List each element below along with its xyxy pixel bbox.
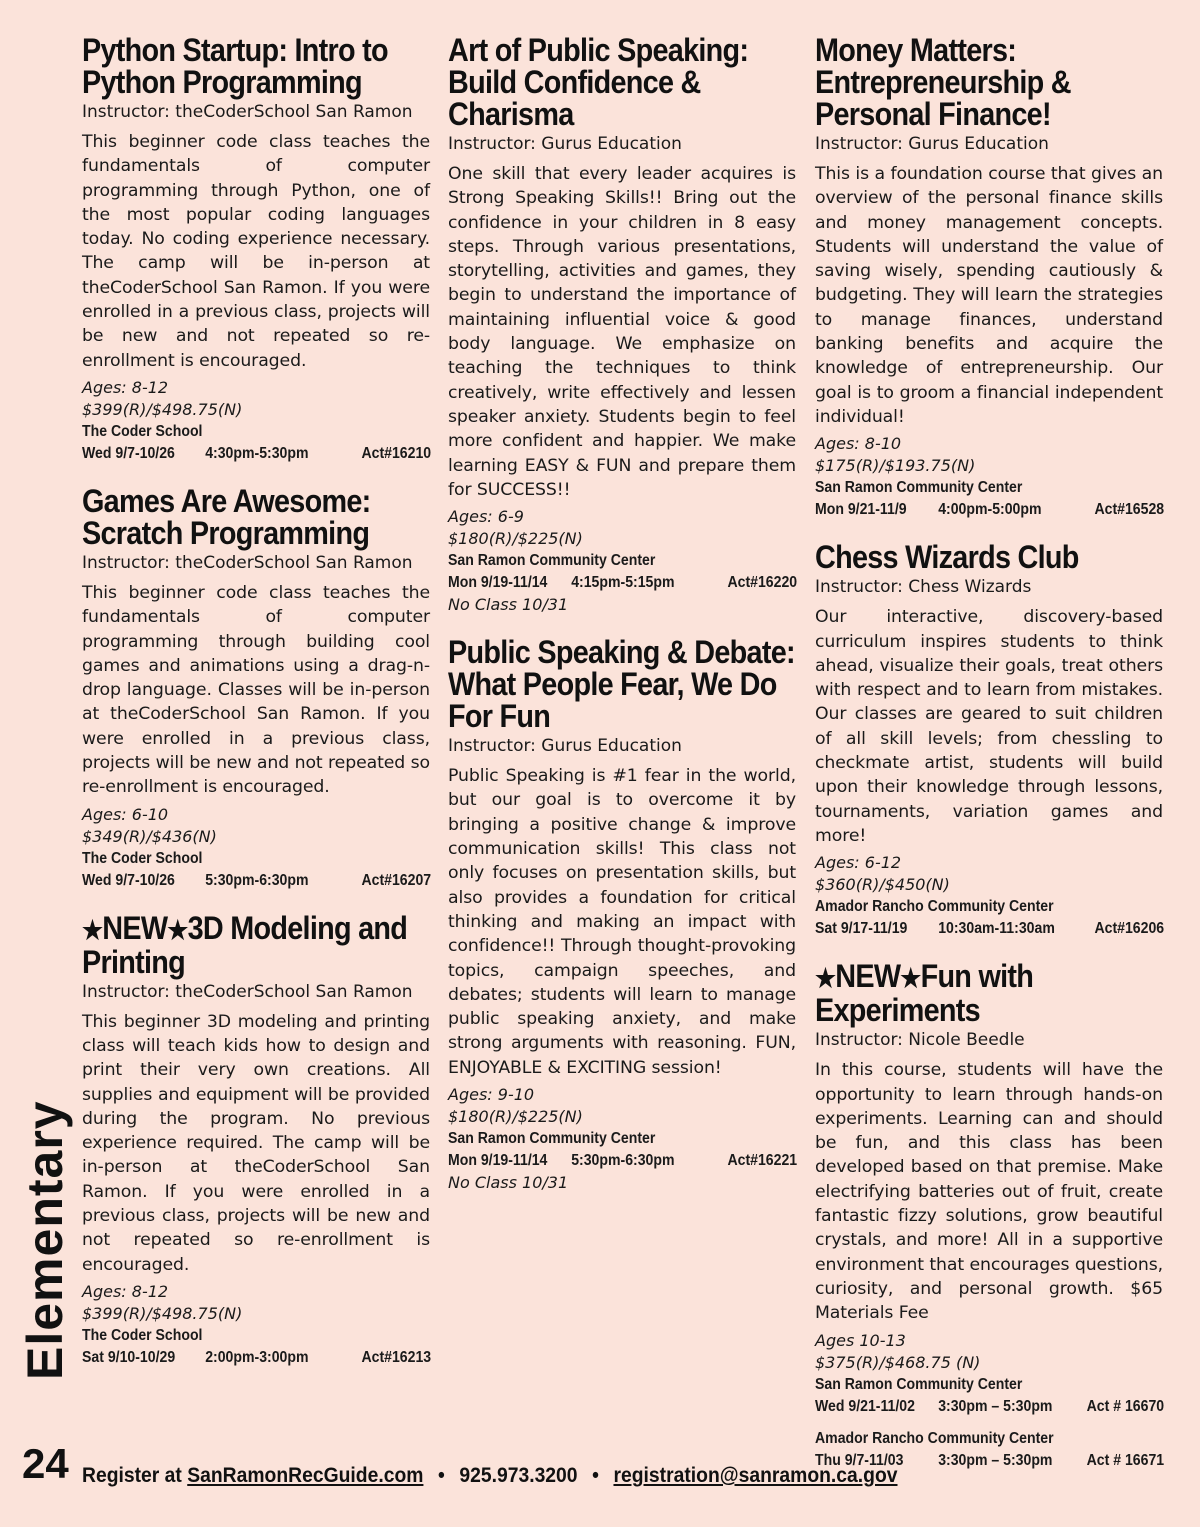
course-location: The Coder School [82,1326,203,1344]
phone-number: 925.973.3200 [459,1464,578,1487]
course-schedule [82,870,431,892]
course-note: No Class 10/31 [448,1173,569,1193]
course-python [82,34,430,465]
section-side-label: Elementary [17,1100,73,1380]
course-time: 3:30pm – 5:30pm [938,1397,1053,1415]
course-location: San Ramon Community Center [448,552,656,570]
star-icon: ★ [815,963,836,994]
course-instructor: Instructor: Chess Wizards [815,577,1032,598]
course-location: The Coder School [82,422,203,440]
course-price: $375(R)/$468.75 (N) [815,1352,981,1372]
course-description: This beginner code class teaches the fundamentals of computer programming through building cool games and animations using a drag-n-drop language. Classes will be in-person at theCoderSchool San Ramon. If you were enrolled in a previous class, projects will be new and not repeated so re-enrollment is encouraged. [82,582,430,798]
course-date: Sat 9/17-11/19 [815,920,908,938]
course-price: $360(R)/$450(N) [815,875,950,895]
course-description: This beginner 3D modeling and printing class will teach kids how to design and print their very own creations. All supplies and equipment will be provided during the program. No previous experience required. The camp will be in-person at theCoderSchool San Ramon. If you were enrolled in a previous class, projects will be new and not repeated so re-enrollment is encouraged. [82,1011,430,1275]
course-activity-number: Act#16221 [727,1152,798,1170]
course-schedule [448,572,797,594]
course-public-speaking-debate [448,636,796,1194]
course-location: San Ramon Community Center [815,1375,1023,1393]
course-scratch [82,482,432,892]
separator: • [592,1464,599,1487]
course-title: Art of Public Speaking: Build Confidence & Charisma [448,32,749,132]
course-location: Amador Rancho Community Center [815,898,1054,916]
course-time: 3:30pm – 5:30pm [938,1451,1053,1469]
course-title [815,958,1163,1029]
course-chess-wizards [815,541,1163,940]
star-icon: ★ [900,963,921,994]
course-note: No Class 10/31 [448,595,569,615]
course-activity-number: Act#16207 [361,871,432,889]
email-link[interactable]: registration@sanramon.ca.gov [613,1464,898,1487]
course-activity-number: Act#16220 [727,574,798,592]
course-3d-modeling [82,909,432,1369]
course-date: Wed 9/7-10/26 [82,871,175,889]
course-time: 2:00pm-3:00pm [205,1348,309,1366]
course-date: Wed 9/21-11/02 [815,1397,915,1415]
course-schedule [82,1347,431,1369]
course-description: Public Speaking is #1 fear in the world, but our goal is to overcome it by bringing a positive change & improve communication skills! This class not only focuses on presentation skills, but also provides a foundation for critical thinking and making an impact with confidence!! Through thought-provoking topics, campaign speeches, and debates; students will learn to manage public speaking anxiety, and make strong arguments with reasoning. FUN, ENJOYABLE & EXCITING session! [448,766,796,1078]
course-date: Thu 9/7-11/03 [815,1451,904,1469]
course-price: $399(R)/$498.75(N) [82,1303,243,1323]
course-activity-number: Act#16528 [1094,501,1165,519]
column-2 [448,34,796,1214]
course-instructor: Instructor: Gurus Education [448,134,682,154]
course-money-matters [815,34,1163,521]
course-description: In this course, students will have the opportunity to learn through hands-on experiments. Learning can and should be fun, and this class has been developed based on that premise. Make electrifying batteries out of fruit, create fantastic fizzy solutions, grow beautiful crystals, and more! All in a supportive environment that encourages questions, curiosity, and personal growth. $65 Materials Fee [815,1060,1163,1324]
course-description: One skill that every leader acquires is Strong Speaking Skills!! Bring out the confidence in your children in 8 easy steps. Through various presentations, storytelling, activities and games, they begin to understand the importance of maintaining influential voice & good body language. We emphasize on teaching the techniques to think creatively, write effectively and lessen speaker anxiety. Students begin to feel more confident and happier. We make learning EASY & FUN and prepare them for SUCCESS!! [448,164,796,500]
course-instructor: Instructor: theCoderSchool San Ramon [82,981,413,1002]
course-ages: Ages: 6-12 [815,853,902,873]
course-time: 4:15pm-5:15pm [571,574,675,592]
course-price: $349(R)/$436(N) [82,826,217,846]
course-instructor: Instructor: Gurus Education [448,736,682,757]
spacer [815,1418,1163,1428]
course-price: $399(R)/$498.75(N) [82,399,243,419]
course-ages: Ages: 8-12 [82,1281,169,1301]
course-price: $180(R)/$225(N) [448,1107,583,1127]
course-time: 5:30pm-6:30pm [205,871,309,889]
course-title-text: 3D Modeling and Printing [82,909,408,980]
course-date: Mon 9/19-11/14 [448,1152,548,1170]
footer [82,1464,898,1488]
course-description: This is a foundation course that gives an overview of the personal finance skills and money management concepts. Students will understand the value of saving wisely, spending cautiously & budgeting. They will learn the strategies to manage finances, understand banking benefits and acquire the knowledge of entrepreneurship. Our goal is to groom a financial independent individual! [815,164,1163,427]
course-price: $180(R)/$225(N) [448,529,583,549]
course-ages: Ages: 9-10 [448,1085,535,1105]
course-activity-number: Act#16213 [361,1348,432,1366]
course-time: 4:30pm-5:30pm [205,444,309,462]
course-title: Money Matters: Entrepreneurship & Personal Finance! [815,32,1071,132]
course-ages: Ages: 8-12 [82,377,169,397]
course-schedule [448,1150,797,1172]
course-date: Mon 9/21-11/9 [815,501,907,519]
star-icon: ★ [167,914,188,945]
course-activity-number: Act # 16670 [1086,1397,1165,1415]
course-fun-with-experiments [815,960,1163,1471]
course-title: Public Speaking & Debate: What People Fear, We Do For Fun [448,634,795,735]
course-instructor: Instructor: theCoderSchool San Ramon [82,552,413,573]
column-3 [815,34,1163,1492]
new-label: NEW [835,958,901,995]
course-activity-number: Act#16206 [1094,920,1165,938]
course-date: Mon 9/19-11/14 [448,574,548,592]
course-location: San Ramon Community Center [448,1130,656,1148]
course-art-of-public-speaking [448,34,796,616]
course-date: Sat 9/10-10/29 [82,1348,176,1366]
star-icon: ★ [82,914,103,945]
course-instructor: Instructor: theCoderSchool San Ramon [82,102,413,122]
course-description: This beginner code class teaches the fundamentals of computer programming through Python, one of the most popular coding languages today. No coding experience necessary. The camp will be in-person at theCoderSchool San Ramon. If you were enrolled in a previous class, projects will be new and not repeated so re-enrollment is encouraged. [82,132,430,371]
course-title: Games Are Awesome: Scratch Programming [82,482,371,551]
course-schedule [815,918,1164,940]
course-activity-number: Act # 16671 [1086,1451,1165,1469]
separator: • [438,1464,445,1487]
course-price: $175(R)/$193.75(N) [815,456,976,476]
course-time: 10:30am-11:30am [938,920,1055,938]
course-time: 4:00pm-5:00pm [938,501,1042,519]
course-ages: Ages 10-13 [815,1330,906,1350]
course-schedule [815,1396,1164,1418]
course-location: San Ramon Community Center [815,479,1023,497]
course-schedule [82,443,431,465]
page-number: 24 [22,1440,69,1487]
course-ages: Ages: 6-10 [82,804,169,824]
new-label: NEW [102,909,168,946]
course-instructor: Instructor: Nicole Beedle [815,1030,1025,1051]
course-title: Chess Wizards Club [815,539,1079,576]
course-location: The Coder School [82,849,203,867]
column-1 [82,34,430,1389]
course-instructor: Instructor: Gurus Education [815,134,1049,154]
footer-prefix: Register at [82,1464,182,1487]
website-link[interactable]: SanRamonRecGuide.com [187,1464,424,1487]
course-schedule [815,499,1164,521]
course-activity-number: Act#16210 [361,444,432,462]
course-time: 5:30pm-6:30pm [571,1152,675,1170]
course-description: Our interactive, discovery-based curriculum inspires students to think ahead, visualize their goals, treat others with respect and to learn from mistakes. Our classes are geared to suit children of all skill levels; from chessling to checkmate artist, students will build upon their knowledge through lessons, tournaments, variation games and more! [815,607,1163,846]
course-title [82,909,430,980]
course-title: Python Startup: Intro to Python Programming [82,32,388,100]
course-title-text: Fun with Experiments [815,958,1034,1029]
course-ages: Ages: 8-10 [815,434,902,454]
course-location-2: Amador Rancho Community Center [815,1429,1054,1447]
course-ages: Ages: 6-9 [448,507,524,527]
course-date: Wed 9/7-10/26 [82,444,175,462]
